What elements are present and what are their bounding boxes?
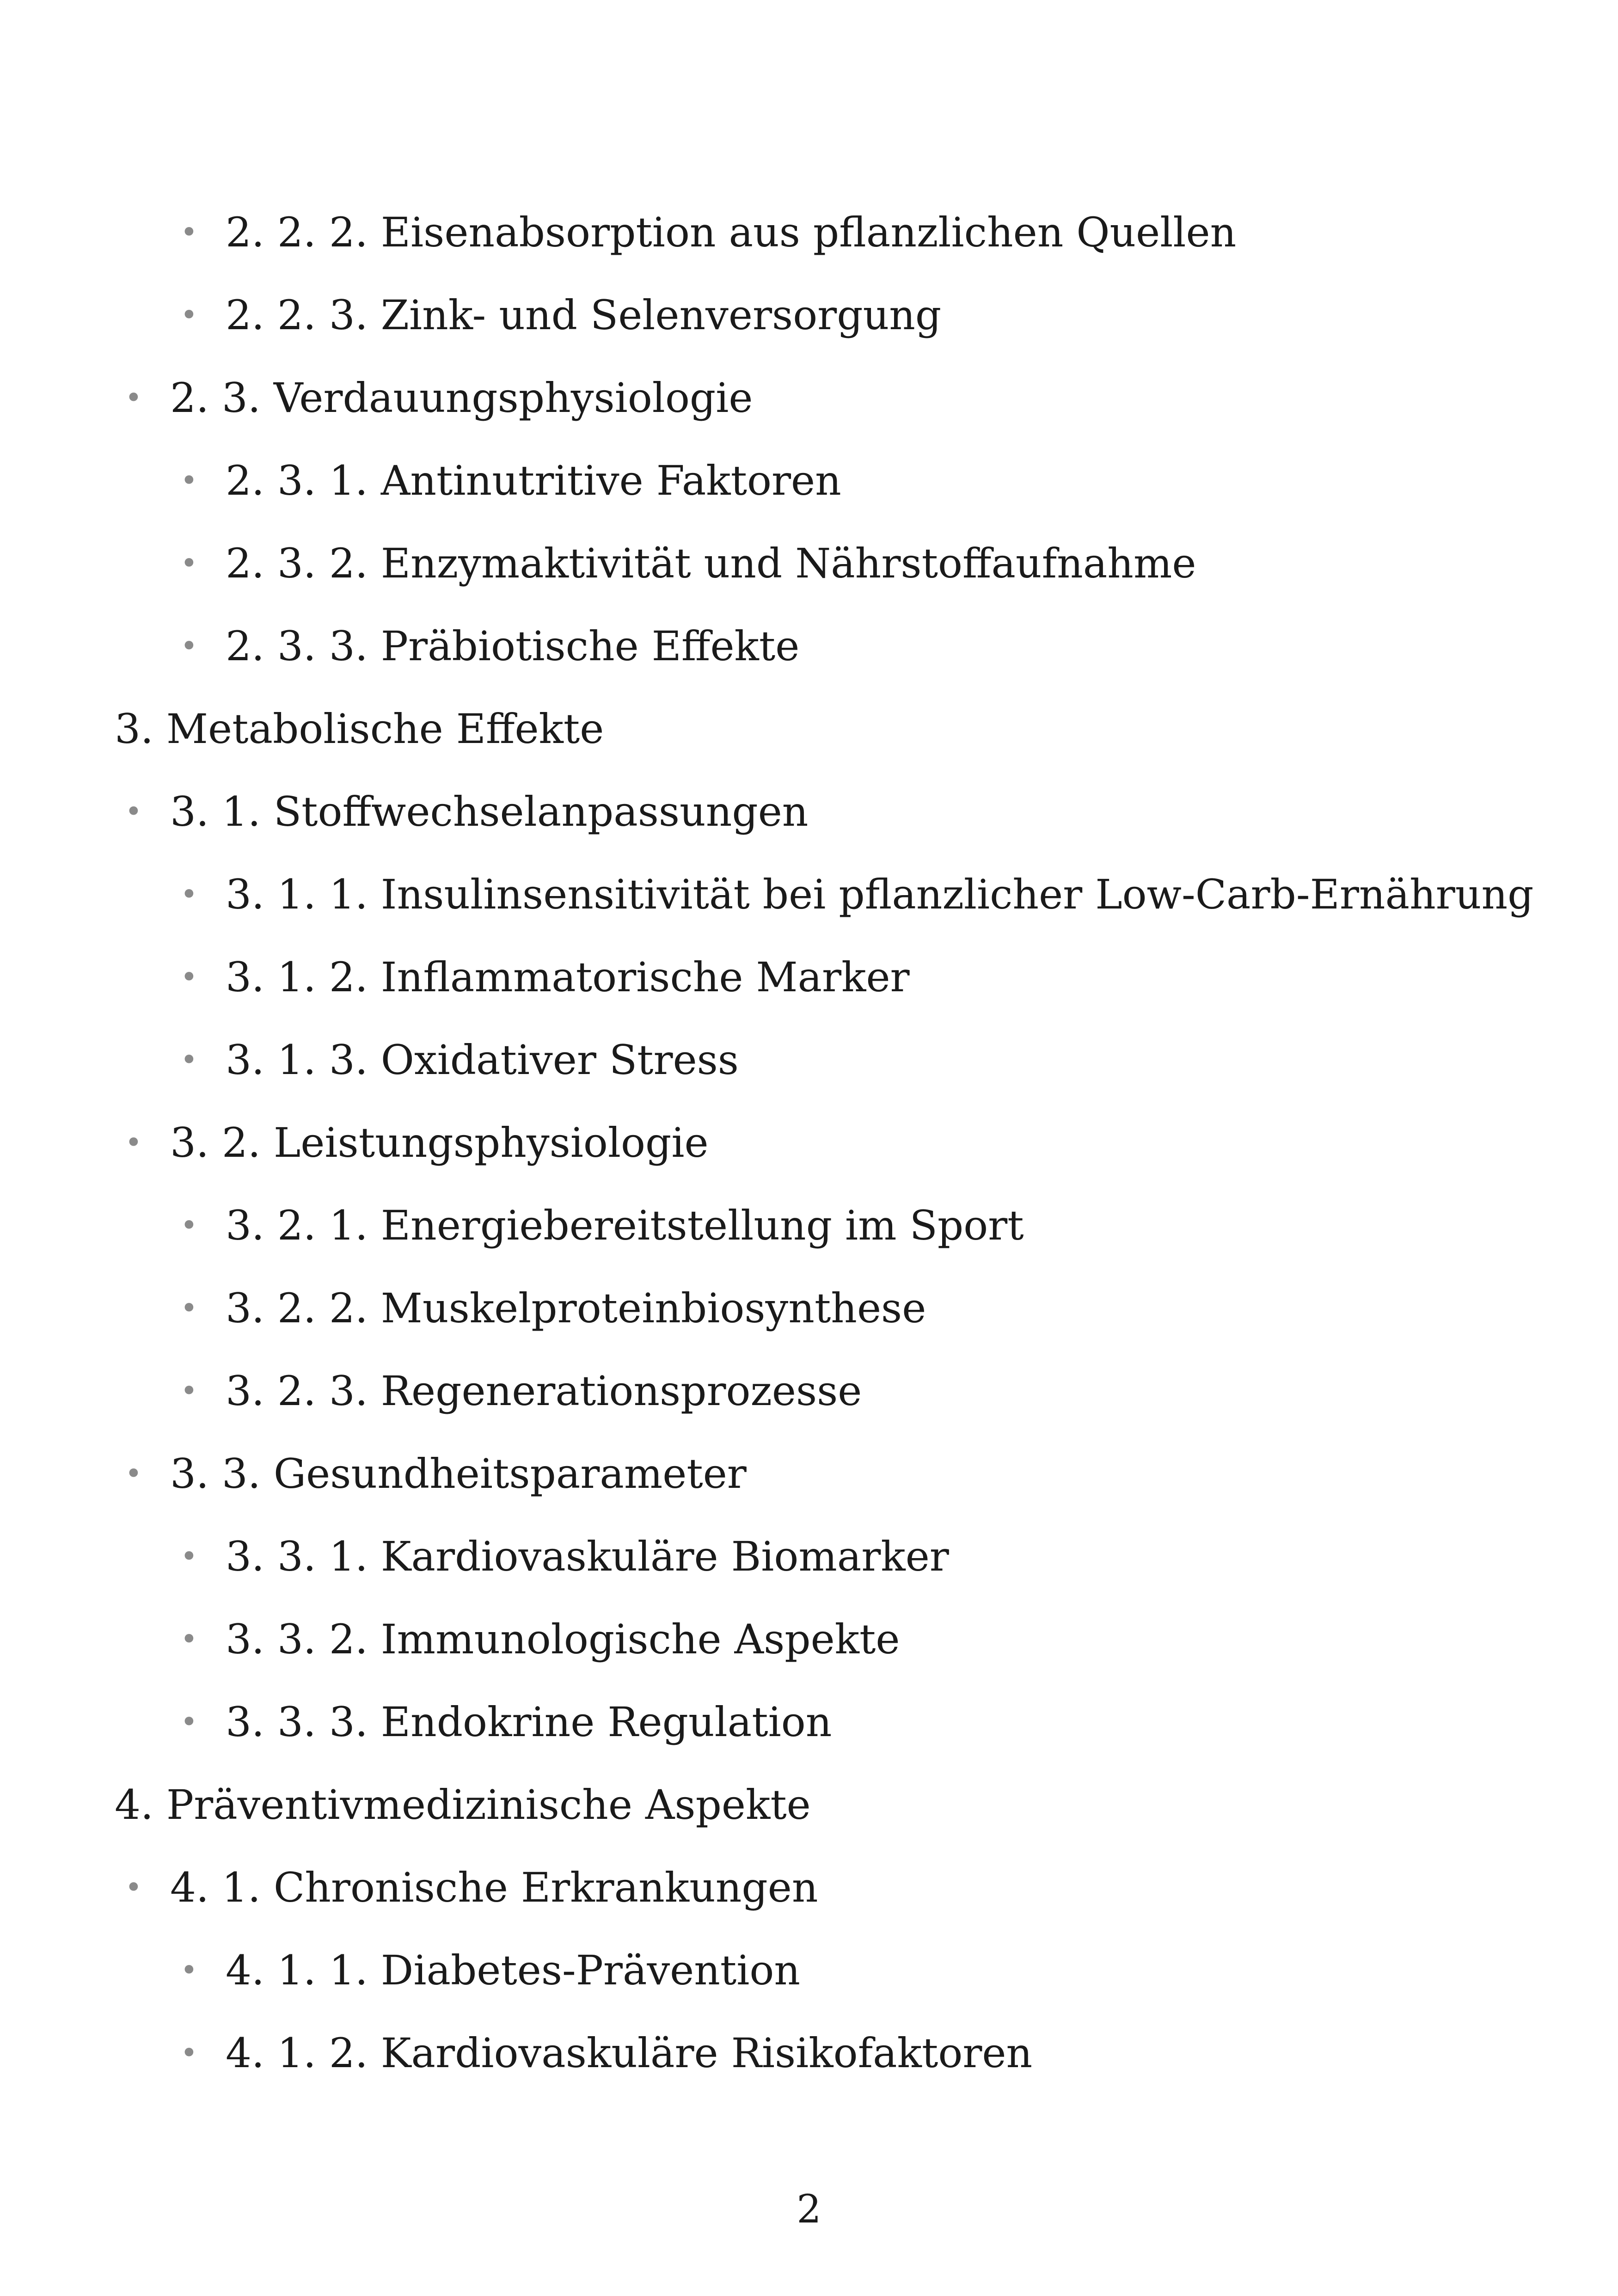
bullet-icon: • bbox=[180, 1705, 198, 1739]
toc-chapter-label: 3. Metabolische Effekte bbox=[115, 705, 604, 753]
bullet-icon: • bbox=[180, 298, 198, 332]
toc-entry bbox=[0, 1357, 1618, 1439]
bullet-icon: • bbox=[180, 464, 198, 498]
toc-entry-label: 2. 2. 2. Eisenabsorption aus pflanzlichen Quellen bbox=[226, 209, 1237, 256]
toc-entry-label: 2. 3. 1. Antinutritive Faktoren bbox=[226, 457, 841, 504]
toc-entry-label: 3. 2. 2. Muskelproteinbiosynthese bbox=[226, 1284, 926, 1332]
toc-entry-label: 3. 3. 2. Immunologische Aspekte bbox=[226, 1615, 900, 1663]
toc-entry-label: 3. 3. 3. Endokrine Regulation bbox=[226, 1698, 832, 1746]
toc-entry bbox=[0, 529, 1618, 612]
bullet-icon: • bbox=[180, 1953, 198, 1988]
bullet-icon: • bbox=[180, 2036, 198, 2070]
bullet-icon: • bbox=[180, 1209, 198, 1243]
toc-entry bbox=[0, 1688, 1618, 1770]
bullet-icon: • bbox=[180, 1374, 198, 1408]
toc-entry-label: 3. 2. Leistungsphysiologie bbox=[170, 1119, 709, 1166]
toc-entry-label: 4. 1. Chronische Erkrankungen bbox=[170, 1864, 818, 1911]
bullet-icon: • bbox=[180, 1291, 198, 1326]
toc-entry bbox=[0, 1191, 1618, 1274]
toc-entry bbox=[0, 198, 1618, 281]
toc-entry bbox=[0, 1853, 1618, 1936]
toc-entry-label: 3. 2. 3. Regenerationsprozesse bbox=[226, 1367, 862, 1415]
toc-entry-label: 3. 3. 1. Kardiovaskuläre Biomarker bbox=[226, 1533, 949, 1580]
toc-entry bbox=[0, 1936, 1618, 2019]
bullet-icon: • bbox=[180, 878, 198, 912]
toc-entry bbox=[0, 1522, 1618, 1605]
toc-entry bbox=[0, 1025, 1618, 1108]
bullet-icon: • bbox=[180, 215, 198, 250]
toc-entry-label: 3. 2. 1. Energiebereitstellung im Sport bbox=[226, 1202, 1024, 1249]
toc-entry bbox=[0, 446, 1618, 529]
toc-entry-label: 2. 3. Verdauungsphysiologie bbox=[170, 374, 753, 422]
toc-entry bbox=[0, 281, 1618, 363]
toc-entry bbox=[0, 2019, 1618, 2101]
toc-chapter bbox=[0, 1770, 1618, 1853]
toc-entry-label: 3. 1. Stoffwechselanpassungen bbox=[170, 788, 809, 835]
toc-entry-label: 2. 3. 3. Präbiotische Effekte bbox=[226, 622, 800, 670]
bullet-icon: • bbox=[180, 1622, 198, 1657]
toc-entry-label: 3. 1. 3. Oxidativer Stress bbox=[226, 1036, 739, 1084]
bullet-icon: • bbox=[180, 960, 198, 995]
bullet-icon: • bbox=[125, 1457, 142, 1491]
toc-entry bbox=[0, 1274, 1618, 1357]
toc-entry bbox=[0, 1108, 1618, 1191]
toc-entry-label: 3. 3. Gesundheitsparameter bbox=[170, 1450, 747, 1498]
toc-entry-label: 3. 1. 1. Insulinsensitivität bei pflanzlicher Low-Carb-Ernährung bbox=[226, 871, 1534, 918]
toc-chapter bbox=[0, 694, 1618, 777]
bullet-icon: • bbox=[125, 381, 142, 415]
toc-entry-label: 4. 1. 2. Kardiovaskuläre Risikofaktoren bbox=[226, 2029, 1033, 2077]
toc-entry-label: 2. 2. 3. Zink- und Selenversorgung bbox=[226, 291, 942, 339]
bullet-icon: • bbox=[180, 629, 198, 663]
bullet-icon: • bbox=[180, 1540, 198, 1574]
toc-entry bbox=[0, 363, 1618, 446]
bullet-icon: • bbox=[180, 1043, 198, 1077]
bullet-icon: • bbox=[180, 546, 198, 581]
bullet-icon: • bbox=[125, 1871, 142, 1905]
bullet-icon: • bbox=[125, 1126, 142, 1160]
toc-entry bbox=[0, 1439, 1618, 1522]
table-of-contents bbox=[0, 198, 1618, 2101]
toc-entry bbox=[0, 1605, 1618, 1688]
toc-entry bbox=[0, 860, 1618, 943]
toc-entry bbox=[0, 943, 1618, 1025]
toc-entry-label: 3. 1. 2. Inflammatorische Marker bbox=[226, 953, 910, 1001]
bullet-icon: • bbox=[125, 795, 142, 829]
toc-entry-label: 4. 1. 1. Diabetes-Prävention bbox=[226, 1946, 801, 1994]
toc-entry bbox=[0, 777, 1618, 860]
page-number: 2 bbox=[797, 2186, 821, 2232]
toc-entry bbox=[0, 612, 1618, 694]
toc-entry-label: 2. 3. 2. Enzymaktivität und Nährstoffaufnahme bbox=[226, 540, 1196, 587]
toc-chapter-label: 4. Präventivmedizinische Aspekte bbox=[115, 1781, 811, 1829]
